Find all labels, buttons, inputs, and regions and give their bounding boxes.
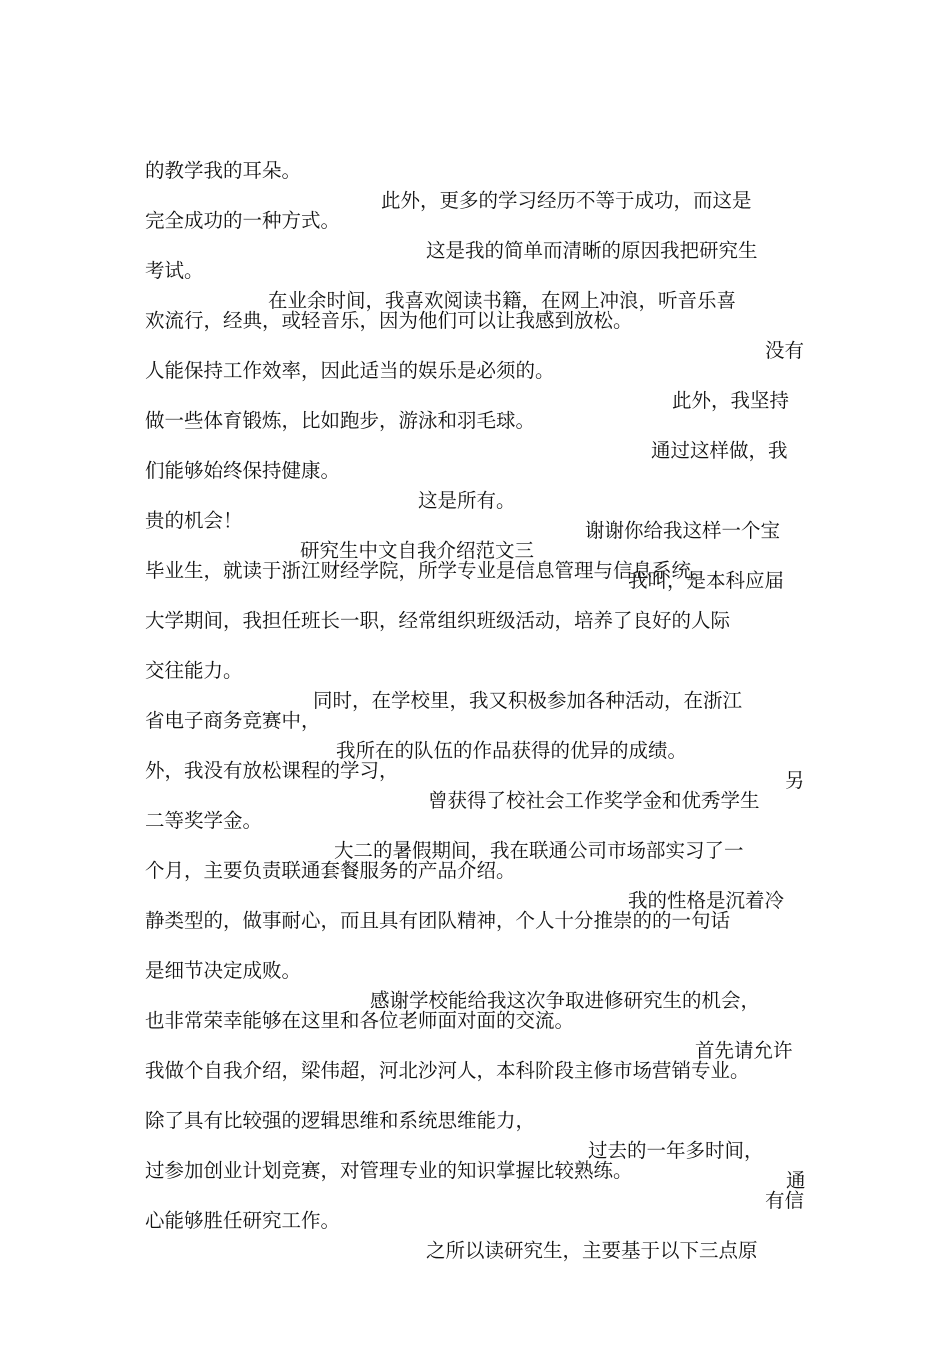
text-segment: 感谢学校能给我这次争取进修研究生的机会， — [370, 989, 761, 1012]
text-segment: 研究生中文自我介绍范文三 — [300, 539, 535, 562]
text-segment: 欢流行，经典，或轻音乐，因为他们可以让我感到放松。 — [145, 309, 633, 332]
text-line — [145, 226, 810, 312]
text-line — [145, 1026, 810, 1082]
text-line — [145, 876, 810, 932]
text-line — [145, 976, 810, 1062]
text-segment: 同时，在学校里，我又积极参加各种活动，在浙江 — [313, 689, 743, 712]
text-segment: 另 — [785, 769, 805, 792]
text-segment: 省电子商务竞赛中， — [145, 709, 321, 732]
text-segment: 二等奖学金。 — [145, 809, 263, 832]
text-line — [145, 276, 810, 362]
text-segment: 通过这样做，我 — [651, 439, 788, 462]
text-segment: 过参加创业计划竞赛，对管理专业的知识掌握比较熟练。 — [145, 1159, 633, 1182]
text-segment: 大学期间，我担任班长一职，经常组织班级活动，培养了良好的人际 — [145, 609, 731, 632]
text-segment: 这是所有。 — [418, 489, 516, 512]
text-line — [145, 176, 810, 262]
text-segment: 没有 — [765, 339, 805, 362]
text-segment: 有信 — [765, 1189, 805, 1212]
text-segment: 毕业生，就读于浙江财经学院，所学专业是信息管理与信息系统。 — [145, 559, 711, 582]
text-segment: 在业余时间，我喜欢阅读书籍，在网上冲浪，听音乐喜 — [268, 289, 737, 312]
text-segment: 外，我没有放松课程的学习， — [145, 759, 399, 782]
text-segment: 谢谢你给我这样一个宝 — [585, 519, 781, 542]
text-segment: 也非常荣幸能够在这里和各位老师面对面的交流。 — [145, 1009, 575, 1032]
text-line — [145, 376, 810, 462]
text-segment: 此外，更多的学习经历不等于成功，而这是 — [381, 189, 752, 212]
text-line — [145, 126, 810, 212]
text-segment: 考试。 — [145, 259, 204, 282]
text-line — [145, 576, 810, 632]
text-line — [145, 1176, 810, 1262]
text-segment: 我做个自我介绍，梁伟超，河北沙河人，本科阶段主修市场营销专业。 — [145, 1059, 750, 1082]
text-segment: 大二的暑假期间，我在联通公司市场部实习了一 — [334, 839, 744, 862]
text-segment: 此外，我坚持 — [672, 389, 790, 412]
text-segment: 曾获得了校社会工作奖学金和优秀学生 — [428, 789, 760, 812]
text-line — [145, 326, 810, 412]
text-line — [145, 826, 810, 912]
text-segment: 交往能力。 — [145, 659, 243, 682]
text-segment: 人能保持工作效率，因此适当的娱乐是必须的。 — [145, 359, 555, 382]
text-segment: 完全成功的一种方式。 — [145, 209, 341, 232]
text-segment: 是细节决定成败。 — [145, 959, 302, 982]
text-segment: 之所以读研究生，主要基于以下三点原 — [426, 1239, 758, 1262]
text-segment: 贵的机会！ — [145, 509, 243, 532]
text-segment: 通 — [786, 1169, 806, 1192]
text-segment: 我叫，是本科应届 — [628, 569, 785, 592]
text-segment: 除了具有比较强的逻辑思维和系统思维能力， — [145, 1109, 536, 1132]
text-line — [145, 926, 810, 1012]
text-segment: 做一些体育锻炼，比如跑步，游泳和羽毛球。 — [145, 409, 536, 432]
text-segment: 心能够胜任研究工作。 — [145, 1209, 341, 1232]
text-line — [145, 726, 810, 812]
text-segment: 这是我的简单而清晰的原因我把研究生 — [426, 239, 758, 262]
text-segment: 静类型的，做事耐心，而且具有团队精神，个人十分推崇的的一句话 — [145, 909, 731, 932]
text-line — [145, 626, 810, 712]
text-line — [145, 1126, 810, 1212]
text-segment: 过去的一年多时间， — [588, 1139, 764, 1162]
text-line — [145, 776, 810, 862]
text-segment: 我所在的队伍的作品获得的优异的成绩。 — [336, 739, 688, 762]
text-segment: 我的性格是沉着冷 — [628, 889, 785, 912]
text-segment: 们能够始终保持健康。 — [145, 459, 341, 482]
text-segment: 的教学我的耳朵。 — [145, 159, 302, 182]
text-segment: 首先请允许 — [695, 1039, 793, 1062]
text-segment: 个月，主要负责联通套餐服务的产品介绍。 — [145, 859, 516, 882]
